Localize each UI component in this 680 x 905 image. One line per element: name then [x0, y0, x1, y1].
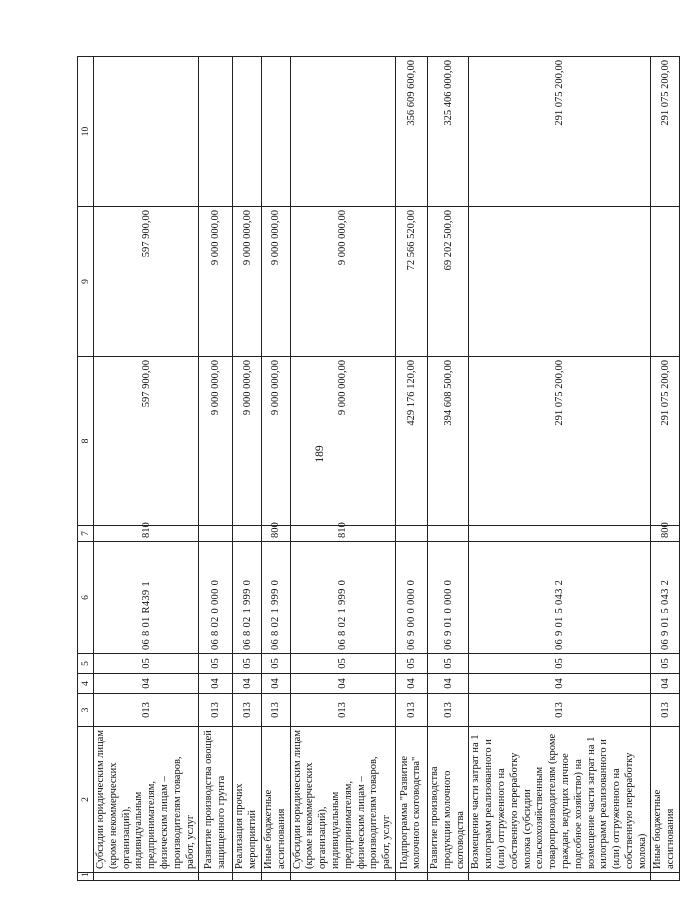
amount-regional-cell: 9 000 000,00 [233, 207, 262, 357]
description-cell: Реализация прочих мероприятий [233, 727, 262, 873]
ministry-code-cell: 013 [469, 694, 651, 727]
row-marker-cell [261, 873, 290, 881]
row-marker-cell [290, 873, 395, 881]
section-cell: 04 [290, 674, 395, 694]
table-row [233, 57, 262, 881]
expense-type-cell [233, 526, 262, 542]
subsection-cell: 05 [290, 654, 395, 674]
description-cell: Развитие производства продукции молочного скотоводства [427, 727, 468, 873]
section-cell: 04 [395, 674, 427, 694]
budget-sheet [77, 57, 677, 881]
target-article-cell: 06 9 01 5 043 2 [469, 542, 651, 654]
amount-regional-cell: 9 000 000,00 [199, 207, 233, 357]
column-number: 2 [78, 727, 94, 873]
ministry-code-cell: 013 [395, 694, 427, 727]
description-cell: Субсидии юридическим лицам (кроме некоммерческих организаций), индивидуальным предпринимателям, физическим лицам – производителям товаров, работ, услуг [290, 727, 395, 873]
table-row [199, 57, 233, 881]
amount-federal-cell: 291 075 200,00 [651, 57, 680, 207]
ministry-code-cell: 013 [199, 694, 233, 727]
ministry-code-cell: 013 [290, 694, 395, 727]
target-article-cell: 06 8 02 1 999 0 [290, 542, 395, 654]
amount-total-cell: 291 075 200,00 [469, 357, 651, 526]
column-number: 10 [78, 57, 94, 207]
expense-type-cell: 810 [94, 526, 199, 542]
subsection-cell: 05 [94, 654, 199, 674]
table-row [651, 57, 680, 881]
ministry-code-cell: 013 [233, 694, 262, 727]
amount-total-cell: 9 000 000,00 [233, 357, 262, 526]
target-article-cell: 06 9 00 0 000 0 [395, 542, 427, 654]
table-row [427, 57, 468, 881]
target-article-cell: 06 8 01 R439 1 [94, 542, 199, 654]
subsection-cell: 05 [469, 654, 651, 674]
section-cell: 04 [233, 674, 262, 694]
target-article-cell: 06 8 02 1 999 0 [233, 542, 262, 654]
row-marker-cell [94, 873, 199, 881]
description-cell: Развитие производства овощей защищенного грунта [199, 727, 233, 873]
target-article-cell: 06 8 02 1 999 0 [261, 542, 290, 654]
column-number-row [78, 57, 94, 881]
section-cell: 04 [261, 674, 290, 694]
ministry-code-cell: 013 [651, 694, 680, 727]
column-number: 5 [78, 654, 94, 674]
subsection-cell: 05 [261, 654, 290, 674]
amount-total-cell: 291 075 200,00 [651, 357, 680, 526]
row-marker-cell [427, 873, 468, 881]
column-number: 3 [78, 694, 94, 727]
table-row [290, 57, 395, 881]
ministry-code-cell: 013 [261, 694, 290, 727]
column-number: 1 [78, 873, 94, 881]
table-row [395, 57, 427, 881]
amount-federal-cell [261, 57, 290, 207]
amount-federal-cell: 356 609 600,00 [395, 57, 427, 207]
amount-total-cell: 9 000 000,00 [199, 357, 233, 526]
table-row [261, 57, 290, 881]
description-cell: Иные бюджетные ассигнования [261, 727, 290, 873]
amount-regional-cell: 9 000 000,00 [290, 207, 395, 357]
section-cell: 04 [651, 674, 680, 694]
page-number: 189 [314, 445, 326, 463]
row-marker-cell [233, 873, 262, 881]
section-cell: 04 [94, 674, 199, 694]
expense-type-cell [427, 526, 468, 542]
subsection-cell: 05 [651, 654, 680, 674]
row-marker-cell [199, 873, 233, 881]
description-cell: Возмещение части затрат на 1 килограмм реализованного и (или) отгруженного на собственную переработку молока (субсидии сельскохозяйственным товаропроизводителям (кроме граждан, ведущих личное подсобное хозяйство) на возмещение части затрат на 1 килограмм реализованного и (или) отгруженного на собственную переработку молока) [469, 727, 651, 873]
amount-federal-cell [94, 57, 199, 207]
subsection-cell: 05 [395, 654, 427, 674]
description-cell: Иные бюджетные ассигнования [651, 727, 680, 873]
amount-federal-cell [290, 57, 395, 207]
row-marker-cell [651, 873, 680, 881]
amount-total-cell: 9 000 000,00 [290, 357, 395, 526]
ministry-code-cell: 013 [94, 694, 199, 727]
column-number: 4 [78, 674, 94, 694]
description-cell: Субсидии юридическим лицам (кроме некоммерческих организаций), индивидуальным предпринимателям, физическим лицам – производителям товаров, работ, услуг [94, 727, 199, 873]
section-cell: 04 [199, 674, 233, 694]
amount-regional-cell: 597 900,00 [94, 207, 199, 357]
expense-type-cell: 800 [651, 526, 680, 542]
subsection-cell: 05 [199, 654, 233, 674]
expense-type-cell [395, 526, 427, 542]
table-row [94, 57, 199, 881]
subsection-cell: 05 [427, 654, 468, 674]
column-number: 6 [78, 542, 94, 654]
amount-regional-cell [651, 207, 680, 357]
amount-total-cell: 597 900,00 [94, 357, 199, 526]
row-marker-cell [395, 873, 427, 881]
amount-regional-cell: 9 000 000,00 [261, 207, 290, 357]
column-number: 7 [78, 526, 94, 542]
amount-regional-cell: 69 202 500,00 [427, 207, 468, 357]
table-row [469, 57, 651, 881]
amount-federal-cell: 291 075 200,00 [469, 57, 651, 207]
amount-total-cell: 429 176 120,00 [395, 357, 427, 526]
expense-type-cell [199, 526, 233, 542]
target-article-cell: 06 9 01 5 043 2 [651, 542, 680, 654]
column-number: 8 [78, 357, 94, 526]
amount-total-cell: 394 608 500,00 [427, 357, 468, 526]
description-cell: Подпрограмма "Развитие молочного скотоводства" [395, 727, 427, 873]
column-number: 9 [78, 207, 94, 357]
row-marker-cell [469, 873, 651, 881]
expense-type-cell: 800 [261, 526, 290, 542]
target-article-cell: 06 9 01 0 000 0 [427, 542, 468, 654]
amount-total-cell: 9 000 000,00 [261, 357, 290, 526]
ministry-code-cell: 013 [427, 694, 468, 727]
expense-type-cell [469, 526, 651, 542]
section-cell: 04 [427, 674, 468, 694]
expense-type-cell: 810 [290, 526, 395, 542]
amount-regional-cell: 72 566 520,00 [395, 207, 427, 357]
amount-federal-cell: 325 406 000,00 [427, 57, 468, 207]
subsection-cell: 05 [233, 654, 262, 674]
target-article-cell: 06 8 02 0 000 0 [199, 542, 233, 654]
rotated-page [77, 57, 677, 881]
amount-federal-cell [199, 57, 233, 207]
budget-table [77, 56, 680, 881]
section-cell: 04 [469, 674, 651, 694]
amount-federal-cell [233, 57, 262, 207]
amount-regional-cell [469, 207, 651, 357]
